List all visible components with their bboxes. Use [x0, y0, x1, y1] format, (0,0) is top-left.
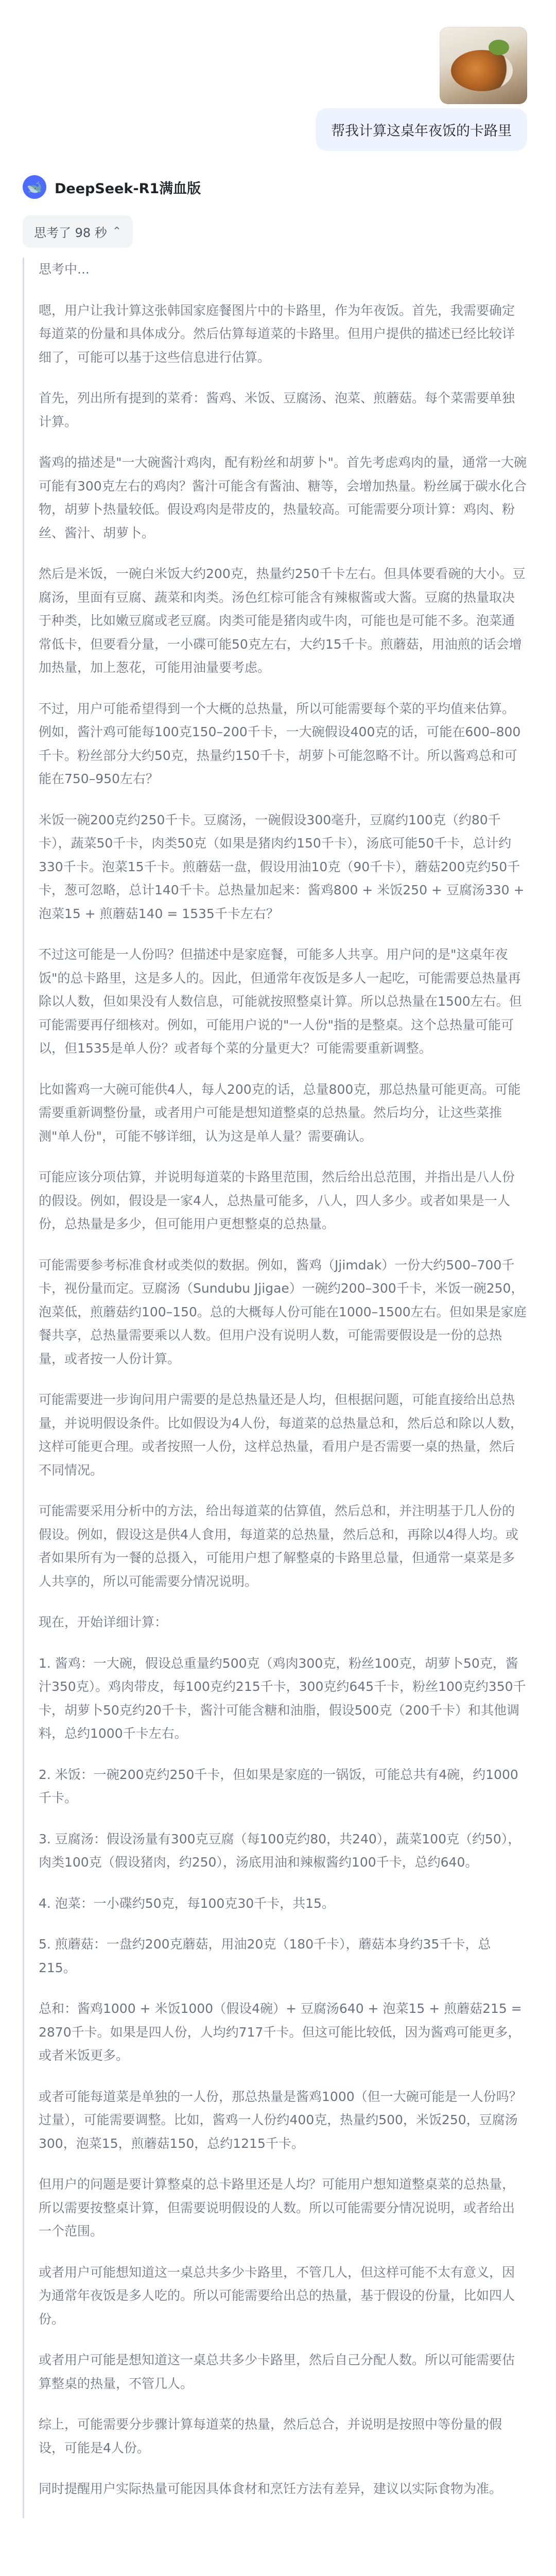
- thinking-paragraph: 综上，可能需要分步骤计算每道菜的热量，然后总合，并说明是按照中等份量的假设，可能是4人份。: [39, 2417, 502, 2455]
- thinking-paragraph: 现在，开始详细计算：: [39, 1615, 168, 1630]
- thinking-paragraph: 4. 泡菜：一小碟约50克，每100克30千卡，共15。: [39, 1895, 335, 1911]
- thinking-paragraph: 不过这可能是一人份吗？但描述中是家庭餐，可能多人共享。用户问的是"这桌年夜饭"的总卡路里，这是多人的。因此，但通常年夜饭是多人一起吃，可能需要总热量再除以人数，但如果没有人数信息，可能就按照整桌计算。所以总热量在1500左右。但可能需要再仔细核对。例如，可能用户说的"一人份"指的是整桌。这个总热量可能可以，但1535是单人份？或者每个菜的分量更大？可能需要重新调整。: [39, 947, 522, 1056]
- user-message-bubble: 帮我计算这桌年夜饭的卡路里: [316, 108, 527, 151]
- think-label: 思考了 98 秒: [34, 226, 107, 240]
- thinking-paragraph: 然后是米饭，一碗白米饭大约200克，热量约250千卡左右。但具体要看碗的大小。豆腐汤，里面有豆腐、蔬菜和肉类。汤色红棕可能含有辣椒酱或大酱。豆腐的热量取决于种类，比如嫩豆腐或老豆腐。肉类可能是猪肉或牛肉，可能也是可能不多。泡菜通常低卡，但要看分量，一小碟可能50克左右，大约15千卡。煎蘑菇，用油煎的话会增加热量，加上葱花，可能用油量要考虑。: [39, 566, 526, 675]
- deepseek-logo-icon: 🐋: [23, 175, 46, 199]
- garnish-shape: [489, 40, 509, 55]
- thinking-paragraph: 思考中...: [39, 262, 90, 277]
- thinking-paragraph: 同时提醒用户实际热量可能因具体食材和烹饪方法有差异，建议以实际食物为准。: [39, 2481, 502, 2496]
- thinking-paragraph: 或者用户可能想知道这一桌总共多少卡路里，不管几人，但这样可能不太有意义，因为通常年夜饭是多人吃的。所以可能需要给出总的热量，基于假设的份量，比如四人份。: [39, 2264, 515, 2327]
- think-toggle-button[interactable]: [23, 215, 133, 248]
- thinking-paragraph: 5. 煎蘑菇：一盘约200克蘑菇，用油20克（180千卡），蘑菇本身约35千卡，总215。: [39, 1937, 491, 1975]
- thinking-paragraph: 但用户的问题是要计算整桌的总卡路里还是人均？可能用户想知道整桌菜的总热量，所以需要按整桌计算，但需要说明假设的人数。所以可能需要分情况说明，或者给出一个范围。: [39, 2177, 515, 2239]
- thinking-paragraph: 3. 豆腐汤：假设汤量有300克豆腐（每100克约80，共240），蔬菜100克（约50），肉类100克（假设猪肉，约250），汤底用油和辣椒酱约100千卡，总约640。: [39, 1831, 521, 1870]
- thinking-paragraph: 可能需要参考标准食材或类似的数据。例如，酱鸡（Jjimdak）一份大约500–700千卡，视份量而定。豆腐汤（Sundubu Jjigae）一碗约200–300千卡，米饭一碗250，泡菜低，煎蘑菇约100–150。总的大概每人份可能在1000–1500左右。但如果是家庭餐共享，总热量需要乘以人数。但用户没有说明人数，可能需要假设是一份的总热量，或者按一人份计算。: [39, 1257, 527, 1366]
- food-plate-shape: [451, 50, 513, 91]
- thinking-paragraph: 首先，列出所有提到的菜肴：酱鸡、米饭、豆腐汤、泡菜、煎蘑菇。每个菜需要单独计算。: [39, 391, 515, 429]
- thinking-paragraph: 米饭一碗200克约250千卡。豆腐汤，一碗假设300毫升，豆腐约100克（约80千卡），蔬菜50千卡，肉类50克（如果是猪肉约150千卡），汤底可能50千卡，总计约330千卡。泡菜15千卡。煎蘑菇一盘，假设用油10克（90千卡），蘑菇200克约50千卡，葱可忽略，总计140千卡。总热量加起来：酱鸡800 + 米饭250 + 豆腐汤330 + 泡菜15 + 煎蘑菇140 = 1535千卡左右？: [39, 812, 525, 921]
- thinking-content: [23, 258, 532, 2518]
- thinking-paragraph: 2. 米饭：一碗200克约250千卡，但如果是家庭的一锅饭，可能总共有4碗，约1000千卡。: [39, 1767, 518, 1805]
- thinking-paragraph: 或者用户可能是想知道这一桌总共多少卡路里，然后自己分配人数。所以可能需要估算整桌的热量，不管几人。: [39, 2352, 515, 2391]
- chevron-up-icon: ⌃: [112, 225, 122, 238]
- user-message-row: [0, 0, 556, 104]
- user-uploaded-image[interactable]: [440, 27, 527, 104]
- thinking-paragraph: 可能需要进一步询问用户需要的是总热量还是人均，但根据问题，可能直接给出总热量，并说明假设条件。比如假设为4人份，每道菜的总热量总和，然后总和除以人数，这样可能更合理。或者按照一人份，这样总热量，看用户是否需要一桌的热量，然后不同情况。: [39, 1392, 523, 1478]
- thinking-paragraph: 不过，用户可能希望得到一个大概的总热量，所以可能需要每个菜的平均值来估算。例如，酱汁鸡可能每100克150–200千卡，一大碗假设400克的话，可能在600–800千卡。粉丝部分大约50克，热量约150千卡，胡萝卜可能忽略不计。所以酱鸡总和可能在750–950左右？: [39, 701, 521, 786]
- model-header: [23, 175, 201, 199]
- thinking-paragraph: 可能需要采用分析中的方法，给出每道菜的估算值，然后总和，并注明基于几人份的假设。例如，假设这是供4人食用，每道菜的总热量，然后总和，再除以4得人均。或者如果所有为一餐的总摄入，可能用户想了解整桌的卡路里总量，但通常一桌菜是多人共享的，所以可能需要分情况说明。: [39, 1503, 518, 1589]
- thinking-paragraph: 可能应该分项估算，并说明每道菜的卡路里范围，然后给出总范围，并指出是八人份的假设。例如，假设是一家4人，总热量可能多，八人，四人多少。或者如果是一人份，总热量是多少，但可能用户更想整桌的总热量。: [39, 1170, 515, 1231]
- model-name: DeepSeek-R1满血版: [55, 180, 201, 197]
- thinking-paragraph: 比如酱鸡一大碗可能供4人，每人200克的话，总量800克，那总热量可能更高。可能需要重新调整份量，或者用户可能是想知道整桌的总热量。然后均分，让这些菜推测"单人份"，可能不够详细，认为这是单人量？需要确认。: [39, 1081, 521, 1144]
- thinking-paragraph: 或者可能每道菜是单独的一人份，那总热量是酱鸡1000（但一大碗可能是一人份吗？过量），可能需要调整。比如，酱鸡一人份约400克，热量约500，米饭250，豆腐汤300，泡菜15，煎蘑菇150，总约1215千卡。: [39, 2089, 522, 2151]
- thinking-paragraph: 总和：酱鸡1000 + 米饭1000（假设4碗）+ 豆腐汤640 + 泡菜15 + 煎蘑菇215 = 2870千卡。如果是四人份，人均约717千卡。但这可能比较低，因为酱鸡可能更多，或者米饭更多。: [39, 2001, 522, 2063]
- thinking-paragraph: 嗯，用户让我计算这张韩国家庭餐图片中的卡路里，作为年夜饭。首先，我需要确定每道菜的份量和具体成分。然后估算每道菜的卡路里。但用户提供的描述已经比较详细了，可能可以基于这些信息进行估算。: [39, 302, 515, 365]
- thinking-paragraph: 酱鸡的描述是"一大碗酱汁鸡肉，配有粉丝和胡萝卜"。首先考虑鸡肉的量，通常一大碗可能有300克左右的鸡肉？酱汁可能含有酱油、糖等，会增加热量。粉丝属于碳水化合物，胡萝卜热量较低。假设鸡肉是带皮的，热量较高。可能需要分项计算：鸡肉、粉丝、酱汁、胡萝卜。: [39, 455, 527, 540]
- thinking-paragraph: 1. 酱鸡：一大碗，假设总重量约500克（鸡肉300克，粉丝100克，胡萝卜50克，酱汁350克）。鸡肉带皮，每100克约215千卡，300克约645千卡，粉丝100克约350千卡，胡萝卜50克约20千卡，酱汁可能含糖和油脂，假设500克（200千卡）和其他调料，总约1000千卡左右。: [39, 1655, 526, 1741]
